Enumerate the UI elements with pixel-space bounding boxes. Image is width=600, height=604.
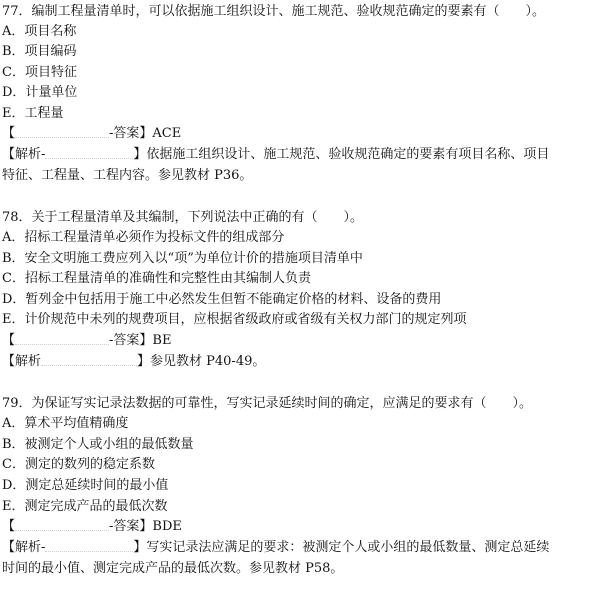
question-79-option-d: D．测定总延续时间的最小值 (2, 478, 169, 493)
question-78-stem: 78．关于工程量清单及其编制，下列说法中正确的有（ ）。 (2, 210, 364, 225)
answer-open-bracket: 【 (2, 126, 16, 141)
question-77-stem: 77．编制工程量清单时，可以依据施工组织设计、施工规范、验收规范确定的要素有（ ）。 (2, 4, 546, 19)
question-77-option-c: C．项目特征 (2, 65, 77, 80)
analysis-open: 【解析- (2, 147, 46, 162)
question-77-option-b: B．项目编码 (2, 44, 77, 59)
redacted-region (45, 146, 133, 159)
question-77-option-a: A．项目名称 (2, 24, 77, 39)
question-77-option-d: D．计量单位 (2, 85, 78, 100)
question-79-analysis-continued: 时间的最小值、测定完成产品的最低次数。参见教材 P58。 (2, 561, 344, 576)
question-79-option-e: E．测定完成产品的最低次数 (2, 499, 168, 514)
answer-open-bracket: 【 (2, 519, 16, 534)
redacted-region (15, 332, 109, 345)
redacted-region (15, 518, 109, 531)
analysis-open: 【解析- (2, 540, 46, 555)
answer-label: -答案】ACE (109, 126, 182, 141)
question-77-option-e: E．工程量 (2, 106, 64, 121)
question-78-analysis (2, 352, 598, 372)
answer-label: -答案】BDE (109, 519, 182, 534)
question-79-stem: 79．为保证写实记录法数据的可靠性，写实记录延续时间的确定，应满足的要求有（ ）。 (2, 396, 533, 411)
question-79-option-a: A．算术平均值精确度 (2, 416, 129, 431)
question-78-option-e: E．计价规范中未列的规费项目，应根据省级政府或省级有关权力部门的规定列项 (2, 312, 467, 327)
analysis-text: 】参见教材 P40-49。 (137, 354, 266, 369)
question-78-option-d: D．暂列金中包括用于施工中必然发生但暂不能确定价格的材料、设备的费用 (2, 292, 442, 307)
question-79-option-c: C．测定的数列的稳定系数 (2, 457, 155, 472)
question-78-option-b: B．安全文明施工费应列入以“项”为单位计价的措施项目清单中 (2, 251, 363, 266)
question-77-analysis (2, 145, 598, 165)
answer-open-bracket: 【 (2, 333, 16, 348)
answer-label: -答案】BE (109, 333, 172, 348)
question-78-option-c: C．招标工程量清单的准确性和完整性由其编制人负责 (2, 271, 311, 286)
question-77-answer (2, 124, 598, 144)
analysis-open: 【解析 (2, 354, 42, 369)
question-79-option-b: B．被测定个人或小组的最低数量 (2, 437, 194, 452)
analysis-text: 】依据施工组织设计、施工规范、验收规范确定的要素有项目名称、项目 (133, 147, 550, 162)
redacted-region (45, 539, 133, 552)
redacted-region (15, 125, 109, 138)
question-77-analysis-continued: 特征、工程量、工程内容。参见教材 P36。 (2, 168, 253, 183)
redacted-region (41, 353, 137, 366)
question-78-option-a: A．招标工程量清单必须作为投标文件的组成部分 (2, 230, 285, 245)
question-79-analysis (2, 538, 598, 558)
question-78-answer (2, 331, 598, 351)
analysis-text: 】写实记录法应满足的要求：被测定个人或小组的最低数量、测定总延续 (133, 540, 550, 555)
question-79-answer (2, 517, 598, 537)
